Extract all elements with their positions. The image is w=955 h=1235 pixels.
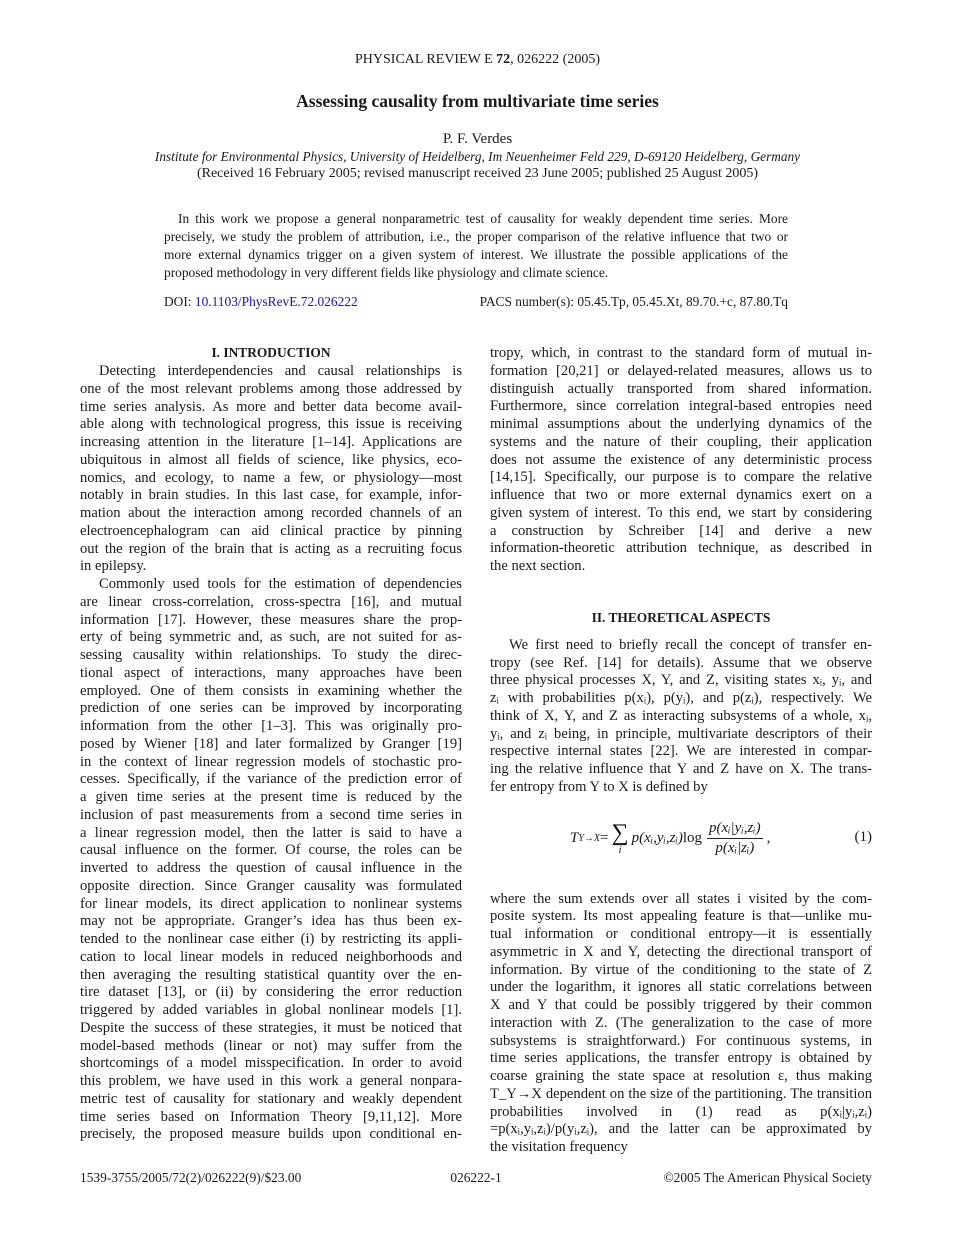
text-line: asymmetric in X and Y, detecting the directional transport of <box>490 943 872 960</box>
text-line: distinguish actually transported from shared information. <box>490 380 872 397</box>
text-line: information-theoretic attribution technique, as described in <box>490 540 872 557</box>
text-line: where the sum extends over all states i visited by the com- <box>490 890 872 907</box>
text-line: time series applications, the transfer entropy is obtained by <box>490 1050 872 1067</box>
introduction-continued <box>490 345 872 576</box>
author: P. F. Verdes <box>442 131 513 147</box>
equation-1 <box>490 797 872 891</box>
paper-title: Assessing causality from multivariate time series <box>296 91 659 111</box>
doi-link[interactable]: 10.1103/PhysRevE.72.026222 <box>194 294 358 309</box>
text-line: a given time series at the present time is reduced by the <box>80 789 462 805</box>
text-line: posed by Wiener [18] and later formalized by Granger [19] <box>80 735 462 752</box>
text-line: information from the other [1–3]. This was originally pro- <box>80 718 462 734</box>
text-line: yᵢ, and zᵢ being, in principle, multivariate descriptors of their <box>490 725 872 742</box>
paragraph <box>80 363 462 576</box>
affiliation: Institute for Environmental Physics, University of Heidelberg, Im Neuenheimer Feld 229, D-69120 Heidelberg, Germany <box>154 149 801 164</box>
text-line: tropy, which, in contrast to the standard form of mutual in- <box>490 345 872 361</box>
paragraph <box>80 576 462 1144</box>
text-line: Furthermore, since correlation integral-based entropies need <box>490 398 872 415</box>
text-line: electroencephalogram can aid clinical practice by pinning <box>80 522 462 539</box>
sum-symbol <box>611 819 629 856</box>
text-line: respective internal states [22]. We are interested in compar- <box>490 743 872 760</box>
text-line: ing the relative influence that Y and Z have on X. The trans- <box>490 761 872 777</box>
introduction-body <box>80 363 462 1144</box>
text-line: interaction with Z. (The generalization to the case of more <box>490 1014 872 1031</box>
page-footer <box>80 1170 872 1186</box>
text-line: triggered by added variables in global nonlinear models [1]. <box>80 1002 462 1018</box>
text-line: employed. One of them consists in examining whether the <box>80 682 462 699</box>
text-line: inclusion of past measurements from a second time series in <box>80 806 462 823</box>
text-line: out the region of the brain that is acting as a recruiting focus <box>80 540 462 557</box>
text-line: Detecting interdependencies and causal relationships is <box>99 363 462 379</box>
text-line: zᵢ with probabilities p(xᵢ), p(yᵢ), and p(zᵢ), respectively. We <box>490 690 872 706</box>
text-line: We first need to briefly recall the concept of transfer en- <box>509 636 872 653</box>
left-column <box>80 343 462 1144</box>
text-line: tended to the nonlinear case either (i) by restricting its appli- <box>80 931 462 947</box>
text-line: subsystems is straightforward.) For continuous systems, in <box>490 1032 872 1049</box>
text-line: tire dataset [13], or (ii) by considering the error reduction <box>80 984 462 1001</box>
text-line: more external dynamics trigger on a given system of interest. We illustrate the possible applications of the <box>164 247 788 262</box>
text-line: for linear models, its direct application to nonlinear systems <box>80 895 462 912</box>
equation-number: (1) <box>854 828 872 845</box>
text-line: Commonly used tools for the estimation of dependencies <box>99 576 462 592</box>
sum-index: i <box>618 843 622 856</box>
text-line: X and Y that could be possibly triggered by their common <box>490 997 872 1013</box>
text-line: systems and the nature of their coupling, their application <box>490 433 872 450</box>
text-line: nomics, and ecology, to name a few, or physiology—most <box>80 469 462 486</box>
text-line: causal influence on the former. Of course, the roles can be <box>80 842 462 859</box>
text-line: under the logarithm, it ignores all static correlations between <box>490 979 872 996</box>
journal-citation: , 026222 (2005) <box>510 52 600 67</box>
text-line: time series based on Information Theory [9,11,12]. More <box>80 1108 462 1125</box>
text-line: in epilepsy. <box>80 558 147 575</box>
text-line: one of the most relevant problems among those addressed by <box>80 380 462 397</box>
eq-lhs-subscript: Y→X <box>578 833 601 844</box>
eq-denominator: p(xᵢ|zᵢ) <box>715 840 755 856</box>
text-line: given system of interest. To this end, we start by considering <box>490 504 872 521</box>
text-line: mation about the interaction among recorded channels of an <box>80 505 462 521</box>
text-line: tional aspect of interactions, many approaches have been <box>80 664 462 681</box>
footer-issn: 1539-3755/2005/72(2)/026222(9)/$23.00 <box>80 1170 302 1185</box>
text-line: are linear cross-correlation, cross-spectra [16], and mutual <box>80 593 462 610</box>
text-line: precisely, the proposed measure builds upon conditional en- <box>80 1126 462 1143</box>
text-line: then averaging the resulting statistical quantity over the en- <box>80 966 462 983</box>
text-line: three physical processes X, Y, and Z, visiting states xᵢ, yᵢ, and <box>490 672 872 689</box>
pacs-numbers: PACS number(s): 05.45.Tp, 05.45.Xt, 89.70.+c, 87.80.Tq <box>479 294 788 309</box>
text-line: In this work we propose a general nonparametric test of causality for weakly dependent time series. More <box>178 211 788 226</box>
text-line: posite system. Its most appealing feature is that—unlike mu- <box>490 908 872 925</box>
text-line: the visitation frequency <box>490 1139 628 1155</box>
doi-pacs-row <box>164 294 788 310</box>
text-line: a construction by Schreiber [14] and derive a new <box>490 522 872 539</box>
eq-comma: , <box>766 830 771 846</box>
journal-name: PHYSICAL REVIEW E <box>355 52 497 67</box>
equation-body <box>570 809 770 869</box>
text-line: this problem, we have used in this work a general nonpara- <box>80 1073 462 1089</box>
text-line: a linear regression model, then the latter is said to have a <box>80 824 462 841</box>
abstract <box>164 210 788 282</box>
text-line: formation [20,21] or delayed-related measures, allows us to <box>490 362 872 379</box>
text-line: fer entropy from Y to X is defined by <box>490 778 708 795</box>
text-line: shortcomings of a model misspecification. In order to avoid <box>80 1055 462 1072</box>
text-line: notably in brain studies. In this last case, for example, infor- <box>80 487 462 504</box>
text-line: increasing attention in the literature [1–14]. Applications are <box>80 434 462 450</box>
eq-fraction <box>707 820 763 857</box>
text-line: may not be appropriate. Granger’s idea has thus been ex- <box>80 913 462 930</box>
eq-lhs: T <box>570 830 579 846</box>
text-line: tual information or conditional entropy—it is essentially <box>490 926 872 942</box>
section-heading-theoretical-aspects: II. THEORETICAL ASPECTS <box>591 609 771 625</box>
text-line: influence that two or more external dynamics exert on a <box>490 487 872 503</box>
text-line: tropy (see Ref. [14] for details). Assume that we observe <box>490 654 872 671</box>
text-line: inverted to address the question of causal influence in the <box>80 860 462 876</box>
text-line: metric test of causality for stationary and weakly dependent <box>80 1090 462 1107</box>
text-line: time series analysis. As more and better data become avail- <box>80 398 462 415</box>
text-line: the next section. <box>490 558 586 574</box>
text-line: in the context of linear regression models of stochastic pro- <box>80 753 462 770</box>
page-number: 026222-1 <box>450 1170 502 1185</box>
text-line: cation to local linear models in reduced neighborhoods and <box>80 948 462 965</box>
text-line: minimal assumptions about the underlying dynamics of the <box>490 416 872 432</box>
text-line: ubiquitous in almost all fields of science, like physics, eco- <box>80 451 462 468</box>
eq-equals: = <box>600 830 609 846</box>
text-line: T_Y→X dependent on the size of the partitioning. The transition <box>490 1085 872 1102</box>
text-line: opposite direction. Since Granger causality was formulated <box>80 877 462 894</box>
text-line: cesses. Specifically, if the variance of the prediction error of <box>80 771 462 788</box>
text-line: Despite the success of these strategies, it must be noticed that <box>80 1019 462 1036</box>
text-line: prediction of one series can be improved by incorporating <box>80 700 462 717</box>
right-column <box>490 345 872 1157</box>
text-line: model-based methods (linear or not) may suffer from the <box>80 1037 462 1054</box>
text-line: erty of being symmetric and, as such, are not suited for as- <box>80 629 462 646</box>
text-line: sessing causality within relationships. To study the direc- <box>80 647 462 663</box>
text-line: able along with technological progress, this issue is receiving <box>80 416 462 433</box>
text-line: information. By virtue of the conditioning to the state of Z <box>490 961 872 978</box>
journal-volume: 72 <box>496 52 511 67</box>
text-line: probabilities involved in (1) read as p(xᵢ|yᵢ,zᵢ) <box>490 1103 872 1120</box>
text-line: coarse graining the state space at resolution ε, thus making <box>490 1068 872 1084</box>
journal-header <box>0 52 955 68</box>
transfer-entropy-paragraph <box>490 637 872 797</box>
text-line: =p(xᵢ,yᵢ,zᵢ)/p(yᵢ,zᵢ), and the latter can be approximated by <box>490 1121 872 1138</box>
text-line: does not assume the existence of any deterministic process <box>490 451 872 468</box>
doi-label: DOI: <box>164 294 195 309</box>
copyright: ©2005 The American Physical Society <box>663 1170 872 1185</box>
text-line: think of X, Y, and Z as interacting subsystems of a whole, xᵢ, <box>490 707 872 724</box>
text-line: proposed methodology in very different fields like physiology and climate science. <box>164 265 609 280</box>
transfer-entropy-discussion <box>490 891 872 1157</box>
text-line: [14,15]. Specifically, our purpose is to compare the relative <box>490 469 872 486</box>
eq-numerator: p(xᵢ|yᵢ,zᵢ) <box>707 820 763 839</box>
received-dates: (Received 16 February 2005; revised manuscript received 23 June 2005; published 25 August 2005) <box>196 166 759 181</box>
text-line: precisely, we study the problem of attribution, i.e., the proper comparison of the relative influence that two or <box>164 229 788 244</box>
eq-joint-probability: p(xᵢ,yᵢ,zᵢ) <box>631 830 683 846</box>
sigma: ∑ <box>611 819 629 846</box>
section-heading-introduction: I. INTRODUCTION <box>211 345 331 360</box>
text-line: information [17]. However, these measures share the prop- <box>80 611 462 628</box>
eq-log: log <box>682 830 703 846</box>
